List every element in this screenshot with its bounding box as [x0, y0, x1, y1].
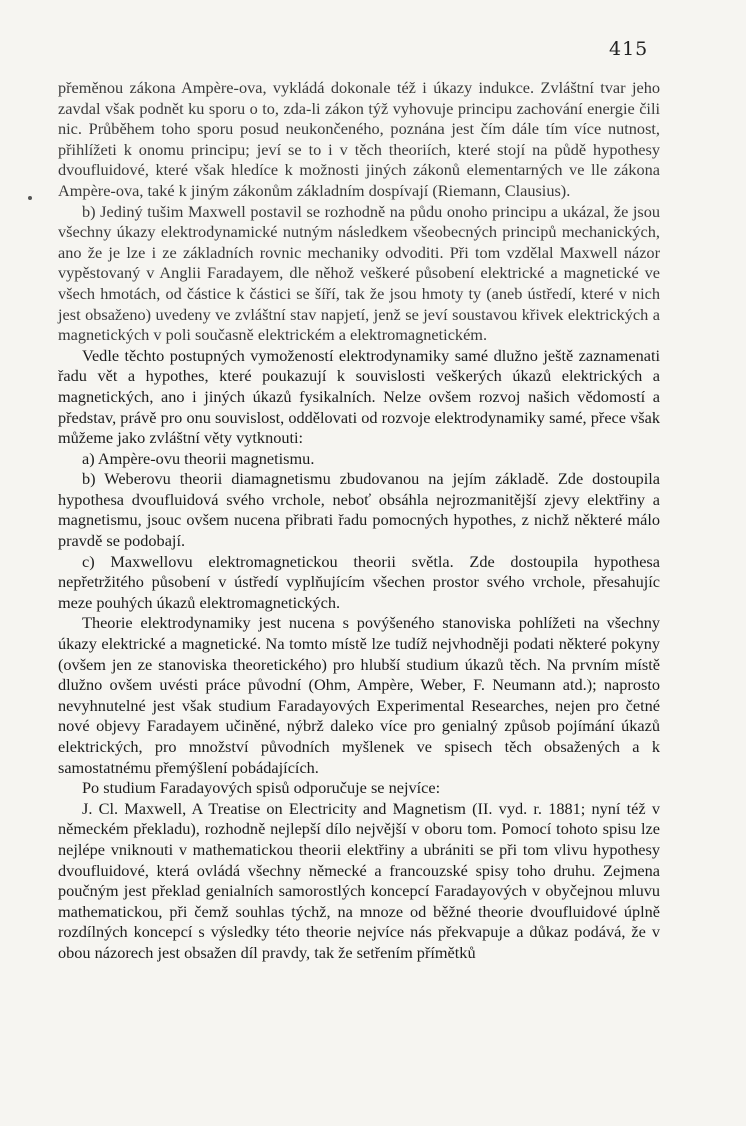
list-item-ampere-magnetism: a) Ampère-ovu theorii magnetismu.: [82, 448, 315, 468]
paragraph-ampere-law: přeměnou zákona Ampère-ova, vykládá dokonale též i úkazy indukce. Zvláštní tvar jeho zavdal však podnět ku sporu o to, zda-li zákon týž vyhovuje principu zachování energie čili nic. Průběhem toho sporu posud neukončeného, poznána jest čím dále tím více nutnost, přihlížeti k onomu principu; jeví se to i v těch theoriích, které stojí na půdě hypothesy dvoufluidové, které však hledíce k možnosti jiných zákonů elementarných ve lle zákona Ampère-ova, také k jiným zákonům základním dospívají (Riemann, Clausius).: [58, 78, 660, 200]
paragraph-study-guidance: Theorie elektrodynamiky jest nucena s povýšeného stanoviska pohlížeti na všechny úkazy elektrické a magnetické. Na tomto místě lze tudíž nejvhodněji podati některé pokyny (ovšem jen ze stanoviska theoretického) pro hlubší studium úkazů těch. Na prvním místě dlužno ovšem uvésti práce původní (Ohm, Ampère, Weber, F. Neumann atd.); naprosto nevyhnutelné jest však studium Faradayových Experimental Researches, nejen pro četné nové objevy Faradayem učiněné, nýbrž daleko více pro genialný způsob pojímání úkazů elektrických, pro množství původních myšlenek ve spisech těch obsažených a k samostatnému přemýšlení pobádajících.: [58, 613, 660, 777]
paragraph-recommendation-intro: Po studium Faradayových spisů odporučuje se nejvíce:: [82, 778, 441, 798]
paragraph-maxwell-treatise: J. Cl. Maxwell, A Treatise on Electricity and Magnetism (II. vyd. r. 1881; nyní též v německém překladu), rozhodně nejlepší dílo nejvější v oboru tom. Pomocí tohoto spisu lze nejlépe vniknouti v mathematickou theorii elektřiny a ubrániti se při tom vlivu hypothesy dvoufluidové, která ovládá všechny německé a francouzské spisy toho druhu. Zejmena poučným jest překlad genialních samorostlých koncepcí Faradayových v obyčejnou mluvu mathematickou, při čemž souhlas týchž, na mnoze od běžné theorie dvoufluidové úplně rozdílných koncepcí s výsledky této theorie nejvíce nás překvapuje a důkaz podává, že v obou názorech jest obsažen díl pravdy, tak že setřením přímětků: [58, 798, 660, 962]
list-item-weber-diamagnetism: b) Weberovu theorii diamagnetismu zbudovanou na jejím základě. Zde dostoupila hypothesa dvoufluidová svého vrchole, neboť obsáhla nejrozmanitější zjevy elektřiny a magnetismu, jsouc ovšem nucena přibrati řadu pomocných hypothes, z nichž některé málo pravdě se podobají.: [58, 469, 660, 551]
page-body: [58, 78, 660, 964]
margin-mark: [28, 196, 32, 200]
page-number: 415: [609, 38, 649, 60]
list-item-maxwell-light: c) Maxwellovu elektromagnetickou theorii světla. Zde dostoupila hypothesa nepřetržitého působení v ústředí vyplňujícím všechen prostor svého vrchole, přesahujíc meze pouhých úkazů elektromagnetických.: [58, 551, 660, 612]
paragraph-hypotheses-intro: Vedle těchto postupných vymožeností elektrodynamiky samé dlužno ještě zaznamenati řadu vět a hypothes, které poukazují k souvislosti veškerých úkazů elektrických a magnetických, ano i jiných úkazů fysikalních. Nelze ovšem rozvoj našich vědomostí a představ, právě pro onu souvislost, oddělovati od rozvoje elektrodynamiky samé, přece však můžeme jako zvláštní věty vytknouti:: [58, 345, 660, 448]
paragraph-maxwell-principle: b) Jediný tušim Maxwell postavil se rozhodně na půdu onoho principu a ukázal, že jsou všechny úkazy elektrodynamické nutným následkem všeobecných principů mechanických, ano že je lze i ze základních rovnic mechaniky odvoditi. Při tom vzdělal Maxwell názor vypěstovaný v Anglii Faradayem, dle něhož veškeré působení elektrické a magnetické ve všech hmotách, od částice k částici se šíří, tak že jsou hmoty ty (aneb ústředí, které v nich jest obsaženo) uvedeny ve zvláštní stav napjetí, jenž se jeví soustavou křivek elektrických a magnetických v poli současně elektrickém a elektromagnetickém.: [58, 201, 660, 345]
